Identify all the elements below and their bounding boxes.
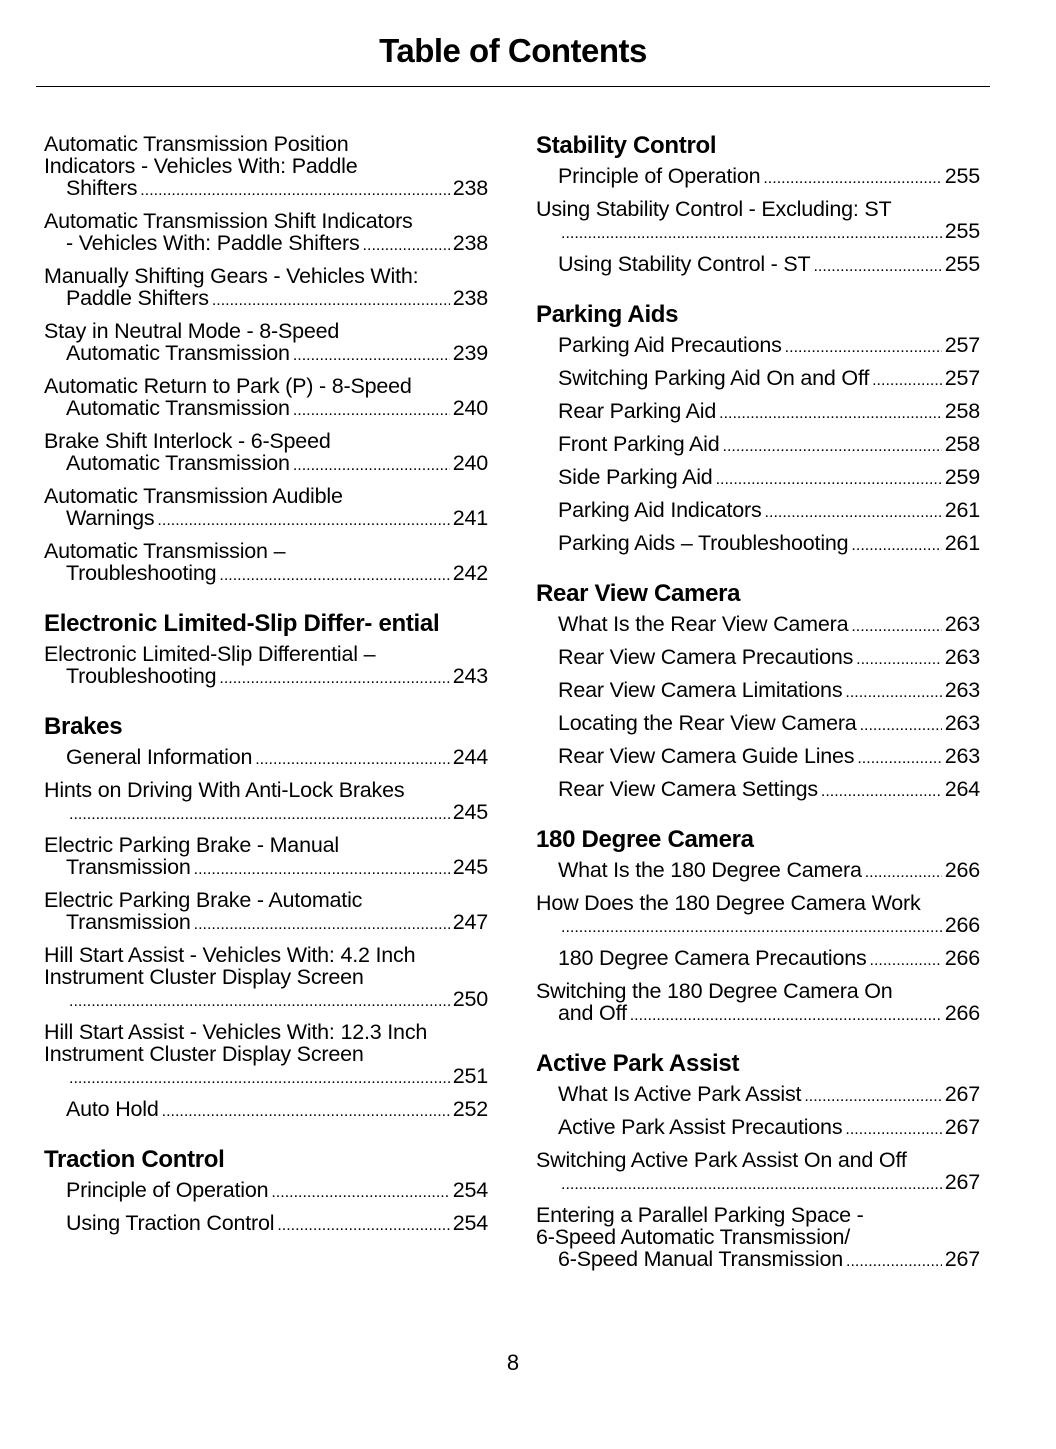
toc-entry[interactable] [44,320,488,367]
entry-last-line [66,1098,488,1123]
toc-section-180-degree-camera [536,827,980,1027]
entry-page-number: 238 [452,286,488,310]
entry-last-line [558,466,980,491]
entry-page-number: 263 [944,645,980,669]
entry-text-line: Hill Start Assist - Vehicles With: 12.3 Inch [44,1020,428,1044]
toc-entry[interactable] [44,265,488,312]
entry-page-number: 266 [944,1001,980,1025]
dot-leader [765,499,942,524]
entry-last-line [66,1212,488,1237]
entry-last-line [558,367,980,392]
entry-page-number: 240 [452,451,488,475]
entry-last-line [558,220,980,245]
entry-last-line [66,232,488,257]
entry-page-number: 257 [944,333,980,357]
entry-page-number: 245 [452,800,488,824]
dot-leader [870,947,942,972]
entry-text-line: Electric Parking Brake - Manual [44,833,339,857]
toc-entry[interactable] [44,944,488,1013]
entry-last-line [558,165,980,190]
entry-text-line: 6-Speed Automatic Transmission/ [536,1225,851,1249]
toc-entry[interactable] [536,433,980,458]
entry-text: Rear View Camera Settings [558,777,818,801]
entry-text: Transmission [66,855,191,879]
entry-page-number: 242 [452,561,488,585]
entry-last-line [66,1065,488,1090]
entry-page-number: 257 [944,366,980,390]
dot-leader [363,232,450,257]
entry-page-number: 259 [944,465,980,489]
entry-page-number: 240 [452,396,488,420]
entry-text: Parking Aid Indicators [558,498,762,522]
dot-leader [719,400,942,425]
toc-entry[interactable] [536,712,980,737]
section-title: Brakes [44,713,123,740]
entry-text: Locating the Rear View Camera [558,711,857,735]
entry-text: Rear View Camera Precautions [558,645,854,669]
dot-leader [851,613,941,638]
toc-section-rear-view-camera [536,581,980,803]
toc-entry[interactable] [536,745,980,770]
entry-text: Using Traction Control [66,1211,275,1235]
entry-text: Principle of Operation [66,1178,269,1202]
entry-page-number: 267 [944,1247,980,1271]
toc-entry[interactable] [536,198,980,245]
entry-page-number: 258 [944,399,980,423]
entry-text-line: Automatic Transmission Shift Indicators [44,209,413,233]
dot-leader [860,712,942,737]
dot-leader [723,433,942,458]
toc-section-brakes [44,714,488,1123]
entry-text-line: Instrument Cluster Display Screen [44,1042,364,1066]
toc-entry[interactable] [536,253,980,278]
entry-text: Troubleshooting [66,664,217,688]
entry-text: Automatic Transmission [66,396,290,420]
entry-last-line [66,287,488,312]
entry-page-number: 251 [452,1064,488,1088]
toc-entry[interactable] [536,400,980,425]
entry-last-line [66,177,488,202]
section-title: Active Park Assist [536,1050,740,1077]
dot-leader [69,801,450,826]
dot-leader [813,253,941,278]
entry-last-line [558,1248,980,1273]
entry-text: and Off [558,1001,627,1025]
entry-page-number: 261 [944,531,980,555]
entry-last-line [66,342,488,367]
entry-text: Automatic Transmission [66,341,290,365]
entry-page-number: 264 [944,777,980,801]
entry-page-number: 255 [944,252,980,276]
dot-leader [212,287,450,312]
entry-text-line: Entering a Parallel Parking Space - [536,1203,864,1227]
dot-leader [293,342,450,367]
entry-page-number: 263 [944,711,980,735]
entry-page-number: 263 [944,744,980,768]
toc-entry[interactable] [44,430,488,477]
dot-leader [763,165,941,190]
entry-page-number: 244 [452,745,488,769]
entry-last-line [558,778,980,803]
toc-section-active-park-assist [536,1051,980,1273]
toc-entry[interactable] [536,1149,980,1196]
entry-page-number: 263 [944,678,980,702]
entry-text: Parking Aids – Troubleshooting [558,531,849,555]
dot-leader [561,914,942,939]
entry-text-line: Switching the 180 Degree Camera On [536,979,893,1003]
toc-entry[interactable] [536,859,980,884]
toc-entry[interactable] [44,834,488,881]
page-number: 8 [506,1350,520,1375]
entry-last-line [558,613,980,638]
entry-text: Shifters [66,176,138,200]
entry-last-line [66,746,488,771]
entry-page-number: 261 [944,498,980,522]
dot-leader [219,562,449,587]
entry-last-line [66,911,488,936]
entry-page-number: 254 [452,1211,488,1235]
entry-page-number: 245 [452,855,488,879]
entry-last-line [558,400,980,425]
entry-text: Parking Aid Precautions [558,333,782,357]
entry-last-line [558,1116,980,1141]
dot-leader [851,532,941,557]
entry-page-number: 266 [944,913,980,937]
entry-text-line: Electronic Limited-Slip Differential – [44,642,376,666]
toc-entry[interactable] [536,499,980,524]
entry-last-line [558,334,980,359]
dot-leader [277,1212,449,1237]
toc-entry[interactable] [536,1204,980,1273]
entry-text-line: Automatic Transmission Position [44,132,349,156]
entry-page-number: 243 [452,664,488,688]
toc-section-electronic-limited-slip-differ-ential [44,611,488,690]
toc-entry[interactable] [536,165,980,190]
toc-section-stability-control [536,133,980,278]
entry-text-line: Indicators - Vehicles With: Paddle [44,154,358,178]
dot-leader [194,856,450,881]
toc-entry[interactable] [536,367,980,392]
toc-entry[interactable] [536,646,980,671]
toc-entry[interactable] [536,532,980,557]
section-title: Traction Control [44,1146,225,1173]
toc-entry[interactable] [536,334,980,359]
entry-text: Warnings [66,506,155,530]
toc-section-traction-control [44,1147,488,1237]
section-title: Parking Aids [536,301,679,328]
dot-leader [140,177,449,202]
dot-leader [804,1083,941,1108]
entry-text: Automatic Transmission [66,451,290,475]
dot-leader [293,397,450,422]
entry-text: Principle of Operation [558,164,761,188]
entry-text-line: Switching Active Park Assist On and Off [536,1148,907,1172]
toc-entry[interactable] [44,746,488,771]
toc-entry[interactable] [44,1098,488,1123]
toc-entry[interactable] [44,375,488,422]
dot-leader [845,1116,941,1141]
entry-last-line [66,507,488,532]
entry-page-number: 266 [944,858,980,882]
entry-page-number: 254 [452,1178,488,1202]
entry-page-number: 239 [452,341,488,365]
entry-text: What Is the 180 Degree Camera [558,858,862,882]
dot-leader [157,507,449,532]
entry-page-number: 238 [452,176,488,200]
entry-text: Rear View Camera Guide Lines [558,744,855,768]
entry-last-line [558,532,980,557]
entry-page-number: 247 [452,910,488,934]
header-rule [36,86,990,87]
toc-entry[interactable] [536,778,980,803]
entry-last-line [66,988,488,1013]
entry-text: Side Parking Aid [558,465,713,489]
toc-entry[interactable] [536,466,980,491]
entry-page-number: 252 [452,1097,488,1121]
entry-text-line: Electric Parking Brake - Automatic [44,888,363,912]
entry-last-line [558,712,980,737]
entry-last-line [558,947,980,972]
entry-last-line [66,665,488,690]
section-title: Electronic Limited-Slip Differ- ential [44,610,440,637]
entry-text-line: Hill Start Assist - Vehicles With: 4.2 Inch [44,943,416,967]
entry-text-line: Automatic Return to Park (P) - 8-Speed [44,374,412,398]
entry-page-number: 250 [452,987,488,1011]
entry-page-number: 266 [944,946,980,970]
entry-last-line [558,914,980,939]
toc-entry[interactable] [536,892,980,939]
section-title: Rear View Camera [536,580,741,607]
toc-entry[interactable] [44,485,488,532]
dot-leader [857,745,941,770]
entry-text: 180 Degree Camera Precautions [558,946,867,970]
entry-text: Front Parking Aid [558,432,720,456]
entry-text: What Is Active Park Assist [558,1082,802,1106]
dot-leader [821,778,942,803]
entry-last-line [558,1083,980,1108]
dot-leader [785,334,942,359]
toc-entry[interactable] [44,540,488,587]
dot-leader [561,1171,942,1196]
entry-text-line: How Does the 180 Degree Camera Work [536,891,921,915]
dot-leader [255,746,450,771]
toc-entry[interactable] [44,1179,488,1204]
toc-entry[interactable] [536,947,980,972]
entry-page-number: 238 [452,231,488,255]
left-column [44,133,488,1261]
entry-text-line: Instrument Cluster Display Screen [44,965,364,989]
toc-entry[interactable] [44,643,488,690]
dot-leader [716,466,942,491]
entry-text: General Information [66,745,253,769]
page-title: Table of Contents [379,32,647,69]
entry-text: Switching Parking Aid On and Off [558,366,870,390]
entry-last-line [66,1179,488,1204]
dot-leader [846,1248,942,1273]
entry-page-number: 267 [944,1170,980,1194]
dot-leader [162,1098,450,1123]
toc-entry[interactable] [536,1116,980,1141]
toc-entry[interactable] [44,133,488,202]
dot-leader [845,679,941,704]
entry-text: - Vehicles With: Paddle Shifters [66,231,360,255]
entry-text: Troubleshooting [66,561,217,585]
toc-section [44,133,488,587]
entry-last-line [66,397,488,422]
entry-text-line: Automatic Transmission – [44,539,286,563]
toc-entry[interactable] [536,980,980,1027]
entry-text-line: Using Stability Control - Excluding: ST [536,197,892,221]
entry-page-number: 241 [452,506,488,530]
entry-text-line: Stay in Neutral Mode - 8-Speed [44,319,340,343]
dot-leader [69,1065,450,1090]
dot-leader [865,859,942,884]
toc-entry[interactable] [44,1021,488,1090]
toc-entry[interactable] [44,210,488,257]
entry-text: What Is the Rear View Camera [558,612,849,636]
toc-entry[interactable] [536,1083,980,1108]
right-column [536,133,980,1297]
entry-last-line [558,433,980,458]
entry-page-number: 258 [944,432,980,456]
dot-leader [856,646,942,671]
entry-text: Transmission [66,910,191,934]
dot-leader [271,1179,449,1204]
entry-page-number: 263 [944,612,980,636]
toc-entry[interactable] [44,1212,488,1237]
entry-text-line: Automatic Transmission Audible [44,484,343,508]
dot-leader [69,988,450,1013]
entry-text-line: Brake Shift Interlock - 6-Speed [44,429,331,453]
entry-last-line [66,801,488,826]
entry-last-line [558,1002,980,1027]
entry-page-number: 255 [944,219,980,243]
toc-entry[interactable] [44,779,488,826]
entry-text: Rear Parking Aid [558,399,717,423]
entry-last-line [558,679,980,704]
toc-entry[interactable] [536,679,980,704]
entry-last-line [66,452,488,477]
dot-leader [194,911,450,936]
entry-page-number: 267 [944,1082,980,1106]
section-title: Stability Control [536,132,717,159]
entry-text-line: Manually Shifting Gears - Vehicles With: [44,264,419,288]
dot-leader [630,1002,942,1027]
entry-last-line [66,562,488,587]
dot-leader [293,452,450,477]
toc-section-parking-aids [536,302,980,557]
entry-text: Active Park Assist Precautions [558,1115,843,1139]
entry-text: Using Stability Control - ST [558,252,811,276]
section-title: 180 Degree Camera [536,826,754,853]
entry-last-line [66,856,488,881]
entry-text: Rear View Camera Limitations [558,678,843,702]
entry-text: Paddle Shifters [66,286,209,310]
entry-last-line [558,646,980,671]
dot-leader [872,367,942,392]
entry-text: 6-Speed Manual Transmission [558,1247,843,1271]
entry-last-line [558,499,980,524]
entry-text-line: Hints on Driving With Anti-Lock Brakes [44,778,405,802]
dot-leader [561,220,942,245]
entry-page-number: 255 [944,164,980,188]
entry-last-line [558,253,980,278]
toc-entry[interactable] [536,613,980,638]
entry-last-line [558,859,980,884]
entry-text: Auto Hold [66,1097,159,1121]
dot-leader [219,665,449,690]
toc-entry[interactable] [44,889,488,936]
entry-last-line [558,745,980,770]
entry-page-number: 267 [944,1115,980,1139]
entry-last-line [558,1171,980,1196]
